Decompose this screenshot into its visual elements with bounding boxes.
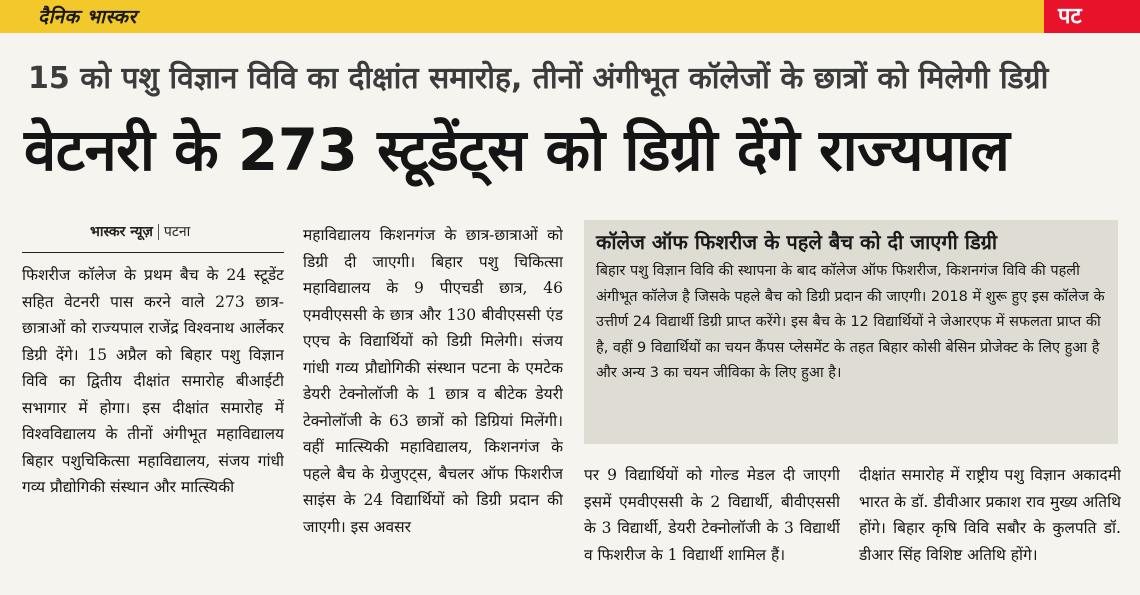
byline-rule xyxy=(22,252,284,253)
article-column-1: फिशरीज कॉलेज के प्रथम बैच के 24 स्टूडेंट सहित वेटनरी पास करने वाले 273 छात्र-छात्राओं को राज्यपाल राजेंद्र विश्वनाथ आर्लेकर डिग्री देंगे। 15 अप्रैल को बिहार पशु विज्ञान विवि का द्वितीय दीक्षांत समारोह बीआईटी सभागार में होगा। इस दीक्षांत समारोह में विश्वविद्यालय के तीनों अंगीभूत महाविद्यालय बिहार पशुचिकित्सा महाविद्यालय, संजय गांधी गव्य प्रौद्योगिकी संस्थान और मात्स्यिकी xyxy=(22,266,284,496)
sidebar-box-body: बिहार पशु विज्ञान विवि की स्थापना के बाद कॉलेज ऑफ फिशरीज, किशनगंज विवि की पहली अंगीभूत कॉलेज है जिसके पहले बैच को डिग्री प्रदान की जाएगी। 2018 में शुरू हुए इस कॉलेज के उत्तीर्ण 24 विद्यार्थी डिग्री प्राप्त करेंगे। इस बैच के 12 विद्यार्थियों ने जेआरएफ में सफलता प्राप्त की है, वहीं 9 विद्यार्थियों का चयन कैंपस प्लेसमेंट के तहत बिहार कोसी बेसिन प्रोजेक्ट के लिए हुआ है और अन्य 3 का चयन जीविका के लिए हुआ है। xyxy=(596,263,1105,381)
headline: वेटनरी के 273 स्टूडेंट्स को डिग्री देंगे राज्यपाल xyxy=(24,116,1010,184)
byline xyxy=(90,222,190,241)
article-column-4: दीक्षांत समारोह में राष्ट्रीय पशु विज्ञान अकादमी भारत के डॉ. डीवीआर प्रकाश राव मुख्य अतिथि होंगे। बिहार कृषि विवि सबौर के कुलपति डॉ. डीआर सिंह विशिष्ट अतिथि होंगे। xyxy=(859,466,1121,564)
byline-divider xyxy=(158,224,159,240)
sidebar-box-title: कॉलेज ऑफ फिशरीज के पहले बैच को दी जाएगी डिग्री xyxy=(596,230,998,254)
article-column-2: महाविद्यालय किशनगंज के छात्र-छात्राओं को डिग्री दी जाएगी। बिहार पशु चिकित्सा महाविद्यालय के 9 पीएचडी छात्र, 46 एमवीएससी के छात्र और 130 बीवीएससी एंड एएच के विद्यार्थियों को डिग्री मिलेगी। संजय गांधी गव्य प्रौद्योगिकी संस्थान पटना के एमटेक डेयरी टेक्नोलॉजी के 1 छात्र व बीटेक डेयरी टेक्नोलॉजी के 63 छात्रों को डिग्रियां मिलेंगी। वहीं मात्स्यिकी महाविद्यालय, किशनगंज के पहले बैच के ग्रेजुएट्स, बैचलर ऑफ फिशरीज साइंस के 24 विद्यार्थियों को डिग्री प्रदान की जाएगी। इस अवसर xyxy=(303,226,563,536)
subheadline: 15 को पशु विज्ञान विवि का दीक्षांत समारोह, तीनों अंगीभूत कॉलेजों के छात्रों को मिलेगी डिग्री xyxy=(28,61,1049,96)
sidebar-box xyxy=(584,220,1118,444)
city-tab: पट xyxy=(1044,0,1140,33)
masthead-bar xyxy=(0,0,1140,33)
byline-source: भास्कर न्यूज़ xyxy=(90,224,153,240)
article-column-3: पर 9 विद्यार्थियों को गोल्ड मेडल दी जाएगी इसमें एमवीएससी के 2 विद्यार्थी, बीवीएससी के 3 विद्यार्थी, डेयरी टेक्नोलॉजी के 3 विद्यार्थी व फिशरीज के 1 विद्यार्थी शामिल हैं। xyxy=(584,466,840,564)
newspaper-logo: दैनिक भास्कर xyxy=(38,6,137,28)
byline-place: पटना xyxy=(163,224,191,240)
